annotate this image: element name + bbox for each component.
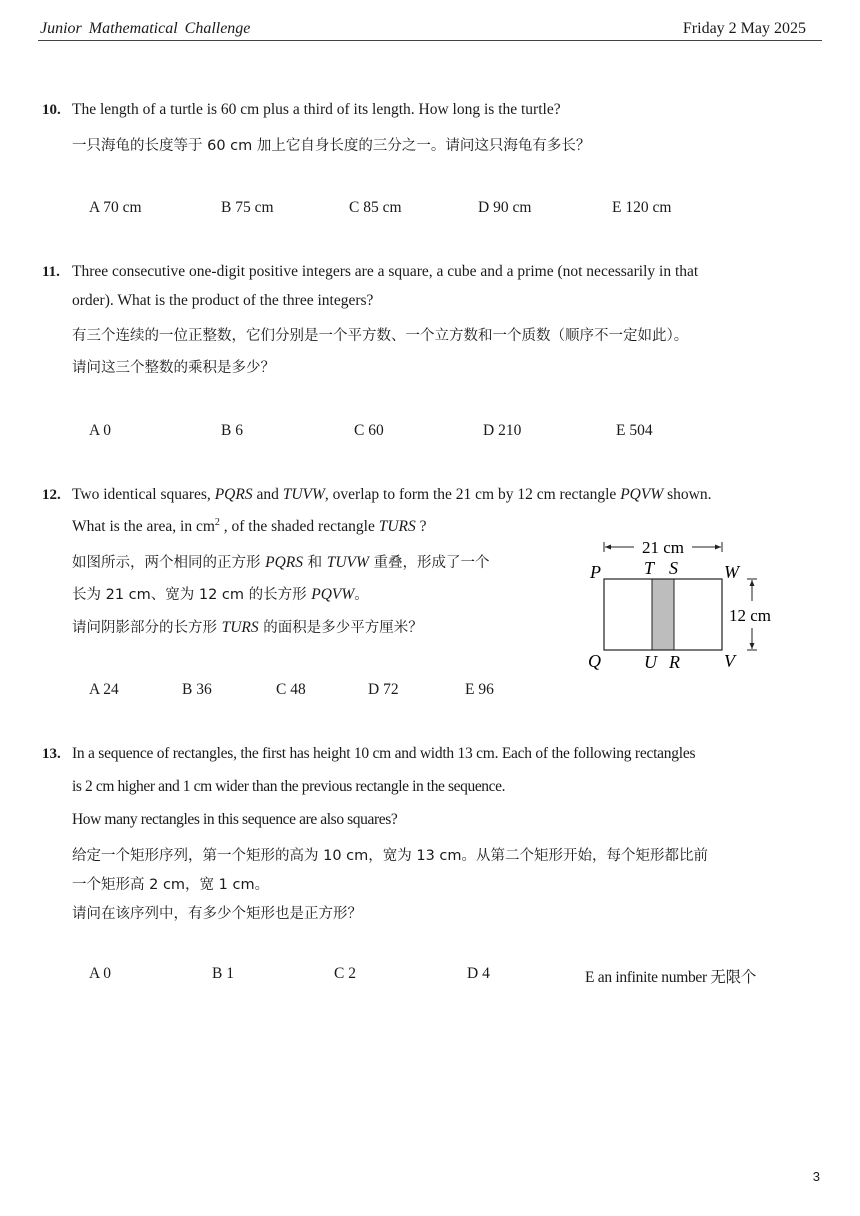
text-run: 和 — [303, 555, 327, 571]
question-text-zh — [72, 551, 490, 572]
question-text-zh — [72, 616, 423, 637]
question-text-zh: 给定一个矩形序列，第一个矩形的高为 10 cm，宽为 13 cm。从第二个矩形开始，每个矩形都比前 — [72, 848, 709, 864]
arrowhead-up-icon — [750, 580, 755, 586]
text-run: , of the shaded rectangle — [219, 518, 379, 536]
option-c: C 60 — [354, 422, 384, 439]
question-number: 12. — [42, 487, 61, 503]
text-run: 如图所示，两个相同的正方形 — [72, 555, 266, 571]
option-d: D 4 — [467, 965, 490, 982]
text-run: 重叠，形成了一个 — [368, 555, 490, 571]
text-run: 。 — [354, 587, 369, 603]
question-number: 11. — [42, 264, 60, 280]
question-number: 13. — [42, 746, 61, 762]
question-text-en — [72, 486, 711, 504]
option-a: A 70 cm — [89, 199, 142, 216]
text-run: What is the area, in cm — [72, 518, 215, 536]
option-b: B 6 — [221, 422, 243, 439]
question-text-en: is 2 cm higher and 1 cm wider than the previous rectangle in the sequence. — [72, 778, 506, 795]
question-text-en — [72, 517, 427, 536]
question-text-zh: 请问在该序列中，有多少个矩形也是正方形？ — [72, 906, 362, 922]
option-a: A 0 — [89, 422, 111, 439]
rectangle-name: PQVW — [311, 586, 355, 603]
text-run: and — [252, 486, 283, 503]
question-text-zh: 一个矩形高 2 cm，宽 1 cm。 — [72, 877, 270, 893]
arrowhead-right-icon — [715, 545, 721, 550]
text-run: 长为 21 cm、宽为 12 cm 的长方形 — [72, 587, 312, 603]
rectangle-name: TURS — [378, 518, 416, 536]
question-text-en: How many rectangles in this sequence are also squares? — [72, 811, 398, 828]
text-run: , overlap to form the 21 cm by 12 cm rectangle — [324, 486, 621, 503]
vertex-label-w: W — [724, 562, 739, 582]
question-text-en: Three consecutive one-digit positive integers are a square, a cube and a prime (not necessarily in that — [72, 263, 699, 280]
text-run: ? — [415, 518, 427, 536]
option-d: D 90 cm — [478, 199, 532, 216]
header-rule — [38, 40, 822, 41]
question-number: 10. — [42, 102, 61, 118]
arrowhead-left-icon — [605, 545, 611, 550]
header-title: Junior Mathematical Challenge — [40, 20, 251, 37]
square-name: PQRS — [265, 554, 303, 571]
option-e: E 120 cm — [612, 199, 672, 216]
page-number: 3 — [812, 1169, 820, 1184]
question-text-en: order). What is the product of the three integers? — [72, 292, 374, 309]
vertex-label-u: U — [644, 652, 657, 672]
question-text-zh: 请问这三个整数的乘积是多少？ — [72, 360, 275, 376]
option-c: C 85 cm — [349, 199, 402, 216]
option-d: D 210 — [483, 422, 522, 439]
superscript: 2 — [214, 517, 220, 528]
option-b: B 36 — [182, 681, 212, 698]
question-text-zh — [72, 583, 369, 604]
square-name: TUVW — [326, 554, 369, 571]
option-e: E 96 — [465, 681, 494, 698]
question-text-en: In a sequence of rectangles, the first has height 10 cm and width 13 cm. Each of the following rectangles — [72, 745, 696, 762]
text-run: 请问阴影部分的长方形 — [72, 620, 222, 636]
question-text-en: The length of a turtle is 60 cm plus a third of its length. How long is the turtle? — [72, 101, 561, 118]
arrowhead-down-icon — [750, 643, 755, 649]
option-c: C 2 — [334, 965, 356, 982]
shaded-rectangle-turs — [652, 579, 674, 650]
text-run: Two identical squares, — [72, 486, 215, 503]
rectangle-name: TURS — [221, 619, 259, 636]
option-b: B 75 cm — [221, 199, 274, 216]
text-run: shown. — [663, 486, 712, 503]
vertex-label-v: V — [724, 651, 735, 671]
square-name: TUVW — [282, 486, 325, 503]
vertex-label-t: T — [644, 558, 655, 578]
question-text-zh: 一只海龟的长度等于 60 cm 加上它自身长度的三分之一。请问这只海龟有多长？ — [72, 138, 591, 154]
rectangle-diagram — [580, 533, 800, 678]
vertex-label-q: Q — [588, 651, 601, 671]
option-a: A 0 — [89, 965, 111, 982]
vertex-label-r: R — [669, 652, 680, 672]
vertex-label-s: S — [669, 558, 678, 578]
option-e: E an infinite number 无限个 — [585, 969, 757, 986]
option-a: A 24 — [89, 681, 119, 698]
question-text-zh: 有三个连续的一位正整数，它们分别是一个平方数、一个立方数和一个质数（顺序不一定如此）。 — [72, 328, 689, 344]
text-run: 的面积是多少平方厘米？ — [258, 620, 423, 636]
rectangle-name: PQVW — [620, 486, 664, 503]
square-name: PQRS — [214, 486, 253, 503]
header-date: Friday 2 May 2025 — [682, 20, 806, 37]
option-b: B 1 — [212, 965, 234, 982]
option-d: D 72 — [368, 681, 399, 698]
width-label: 21 cm — [641, 538, 685, 557]
option-c: C 48 — [276, 681, 306, 698]
height-label: 12 cm — [728, 606, 772, 625]
vertex-label-p: P — [590, 562, 601, 582]
option-e: E 504 — [616, 422, 653, 439]
